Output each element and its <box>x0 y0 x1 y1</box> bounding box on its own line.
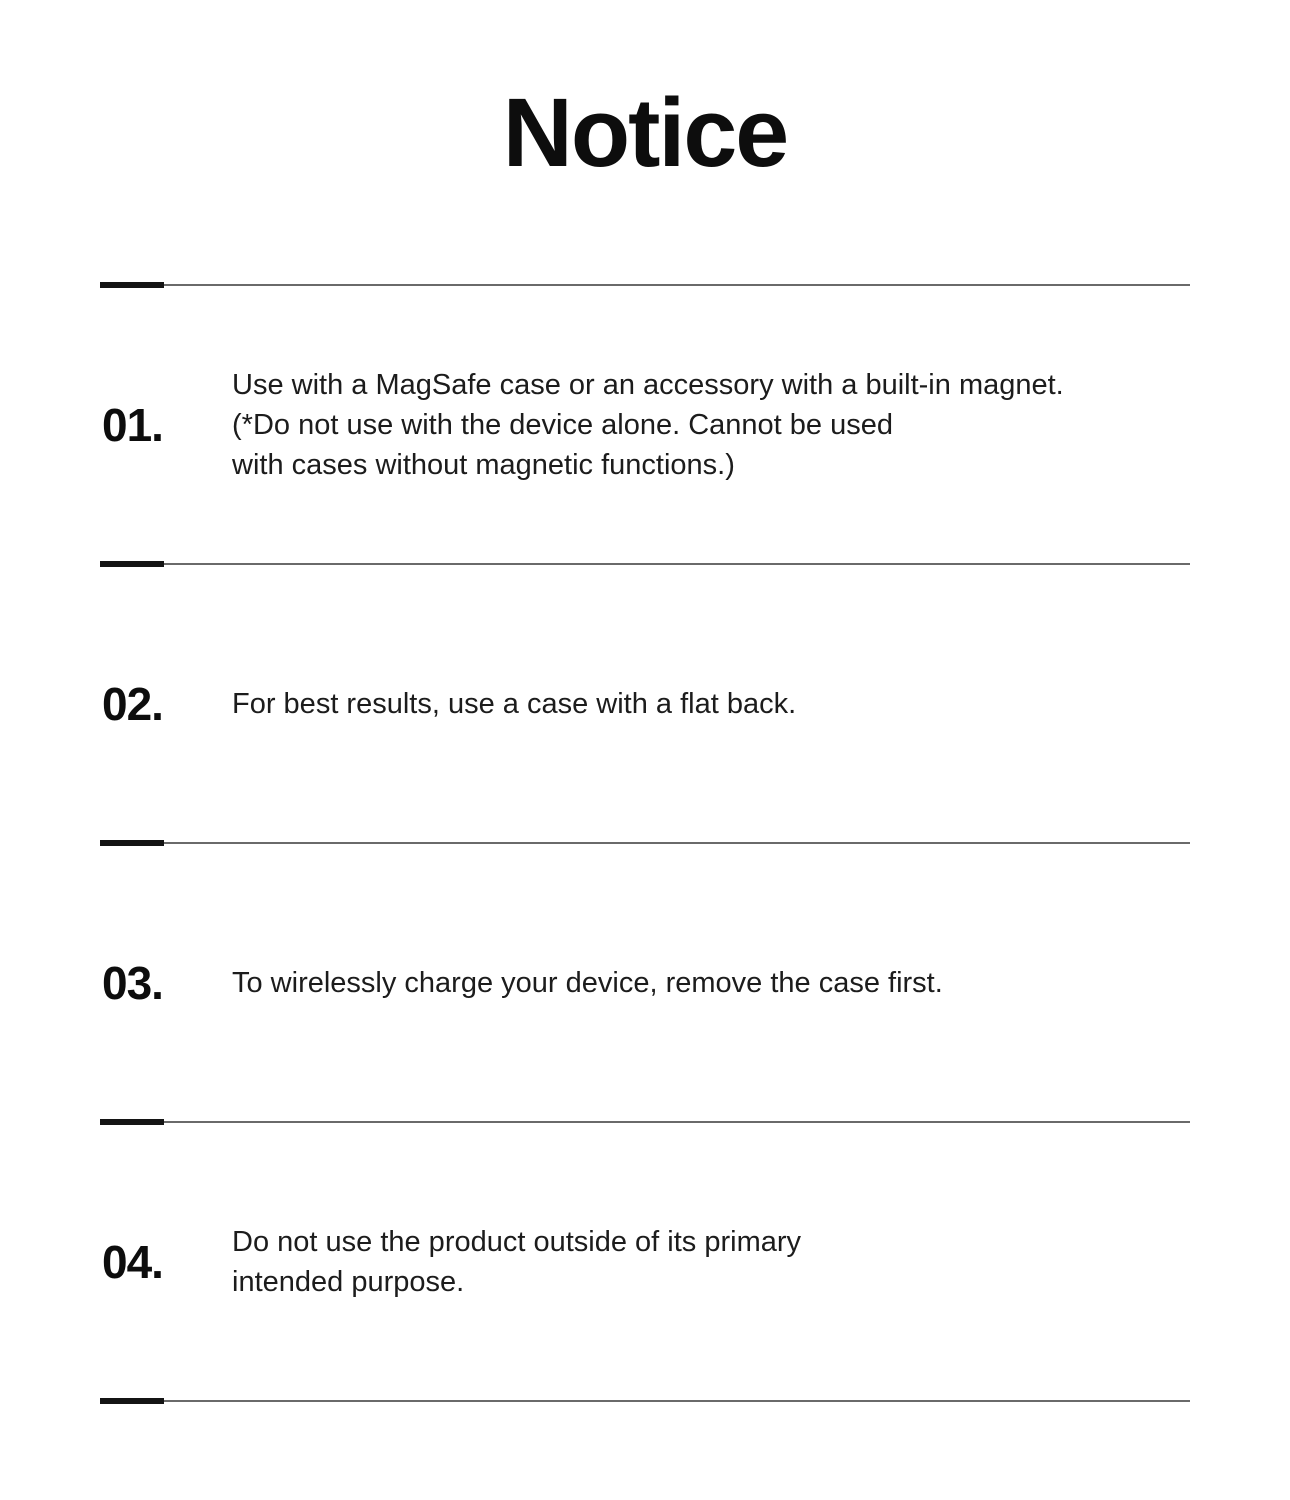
notice-section-02 <box>100 561 1190 840</box>
divider-accent <box>100 1119 164 1125</box>
divider-accent <box>100 1398 164 1404</box>
section-divider <box>100 561 1190 567</box>
divider-accent <box>100 840 164 846</box>
notice-item <box>100 288 1190 561</box>
section-divider <box>100 840 1190 846</box>
divider-rule <box>100 563 1190 565</box>
divider-accent <box>100 561 164 567</box>
page-title: Notice <box>502 78 788 187</box>
section-divider <box>100 282 1190 288</box>
notice-sections <box>100 282 1190 1404</box>
notice-section-01 <box>100 282 1190 561</box>
item-text-line: (*Do not use with the device alone. Cannot be used <box>232 408 893 441</box>
notice-section-03 <box>100 840 1190 1119</box>
item-number: 01. <box>102 398 163 451</box>
item-text <box>232 684 1190 724</box>
divider-rule <box>100 842 1190 844</box>
section-divider-bottom <box>100 1398 1190 1404</box>
item-text-line: To wirelessly charge your device, remove the case first. <box>232 966 943 999</box>
notice-item <box>100 846 1190 1119</box>
item-text-line: Use with a MagSafe case or an accessory with a built-in magnet. <box>232 368 1064 401</box>
item-text-line: Do not use the product outside of its primary <box>232 1225 802 1258</box>
item-number: 02. <box>102 677 163 730</box>
divider-rule <box>100 1121 1190 1123</box>
item-text-line: with cases without magnetic functions.) <box>232 448 735 481</box>
item-number: 04. <box>102 1235 163 1288</box>
item-number: 03. <box>102 956 163 1009</box>
item-text-line: intended purpose. <box>232 1265 465 1298</box>
item-text <box>232 1222 1190 1302</box>
item-text <box>232 365 1190 485</box>
notice-item <box>100 1125 1190 1398</box>
item-text <box>232 963 1190 1003</box>
item-text-line: For best results, use a case with a flat back. <box>232 687 797 720</box>
divider-accent <box>100 282 164 288</box>
divider-rule <box>100 284 1190 286</box>
notice-section-04 <box>100 1119 1190 1398</box>
section-divider <box>100 1119 1190 1125</box>
notice-item <box>100 567 1190 840</box>
divider-rule <box>100 1400 1190 1402</box>
